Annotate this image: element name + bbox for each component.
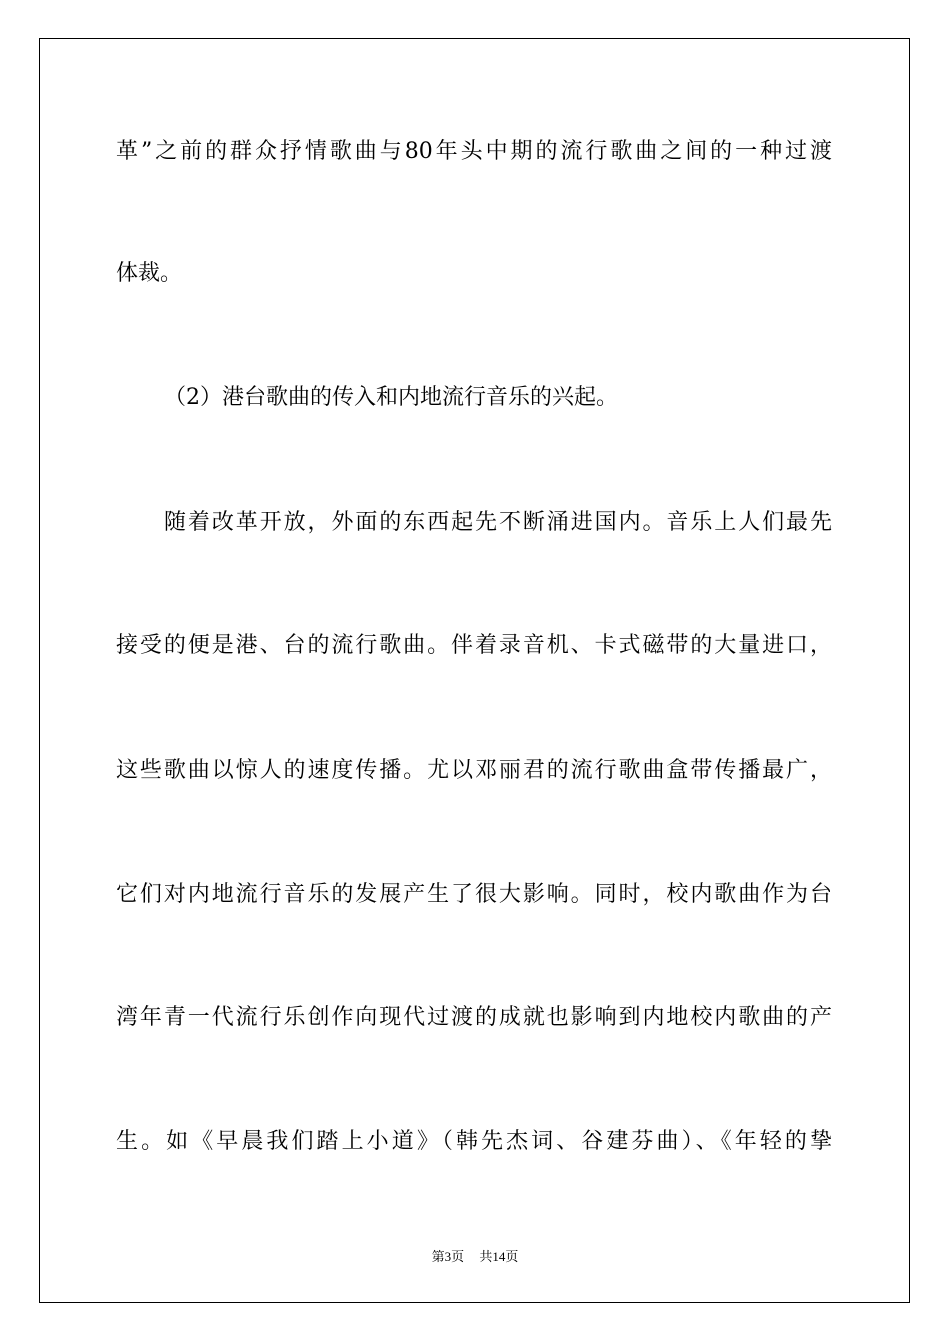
section-heading: （2）港台歌曲的传入和内地流行音乐的兴起。 <box>164 385 618 410</box>
body-text-line: 湾年青一代流行乐创作向现代过渡的成就也影响到内地校内歌曲的产 <box>116 1005 832 1030</box>
body-text-line: 生。如《早晨我们踏上小道》（韩先杰词、谷建芬曲）、《年轻的挚 <box>116 1129 832 1154</box>
total-pages: 共14页 <box>479 1249 519 1264</box>
body-text-line: 革”之前的群众抒情歌曲与80年头中期的流行歌曲之间的一种过渡 <box>116 139 832 164</box>
page-footer <box>0 1248 950 1266</box>
page-number: 第3页 <box>431 1249 465 1264</box>
body-text-line: 体裁。 <box>116 261 183 286</box>
body-text-line: 随着改革开放，外面的东西起先不断涌进国内。音乐上人们最先 <box>164 510 832 535</box>
body-text-line: 接受的便是港、台的流行歌曲。伴着录音机、卡式磁带的大量进口， <box>116 633 832 658</box>
body-text-line: 这些歌曲以惊人的速度传播。尤以邓丽君的流行歌曲盒带传播最广， <box>116 758 832 783</box>
body-text-line: 它们对内地流行音乐的发展产生了很大影响。同时，校内歌曲作为台 <box>116 882 832 907</box>
page-border <box>39 38 910 1303</box>
